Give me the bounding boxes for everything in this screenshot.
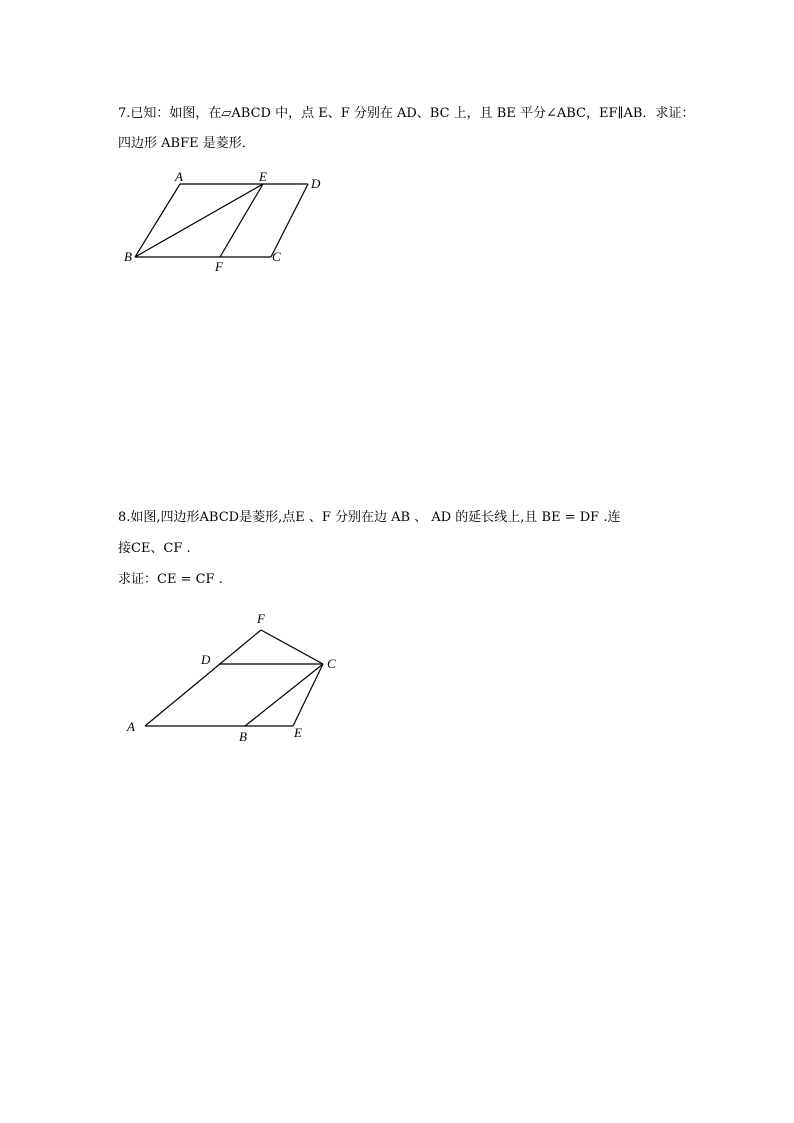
point-label-c: C	[327, 656, 336, 671]
segment-fc	[261, 630, 323, 664]
segment-ab	[135, 184, 180, 257]
problem-7-text-line-2: 四边形 ABFE 是菱形．	[118, 136, 255, 151]
point-label-a: A	[127, 719, 135, 734]
point-label-d: D	[311, 176, 321, 191]
segment-dc	[271, 184, 308, 257]
rhombus-figure	[115, 605, 355, 750]
segment-ef	[220, 184, 263, 257]
segment-bc	[245, 664, 323, 726]
problem-8-text-line-1: 8.如图,四边形ABCD是菱形,点E 、F 分别在边 AB 、 AD 的延长线上,且 BE = DF .连	[118, 510, 621, 525]
point-label-e: E	[294, 725, 302, 740]
parallelogram-figure	[115, 165, 335, 275]
point-label-a: A	[175, 169, 183, 184]
point-label-d: D	[201, 652, 211, 667]
point-label-c: C	[272, 249, 281, 264]
point-label-b: B	[124, 249, 132, 264]
point-label-f: F	[257, 611, 265, 626]
segment-ce	[293, 664, 323, 726]
point-label-e: E	[259, 169, 267, 184]
point-label-f: F	[215, 259, 223, 274]
problem-7-text-line-1: 7.已知：如图，在▱ABCD 中，点 E、F 分别在 AD、BC 上，且 BE 平分∠ABC，EF∥AB．求证：	[118, 106, 695, 121]
problem-8-text-line-3: 求证：CE = CF .	[118, 572, 223, 587]
segment-af	[145, 630, 261, 726]
segment-be	[135, 184, 263, 257]
point-label-b: B	[239, 729, 247, 744]
problem-8-text-line-2: 接CE、CF .	[118, 541, 191, 556]
